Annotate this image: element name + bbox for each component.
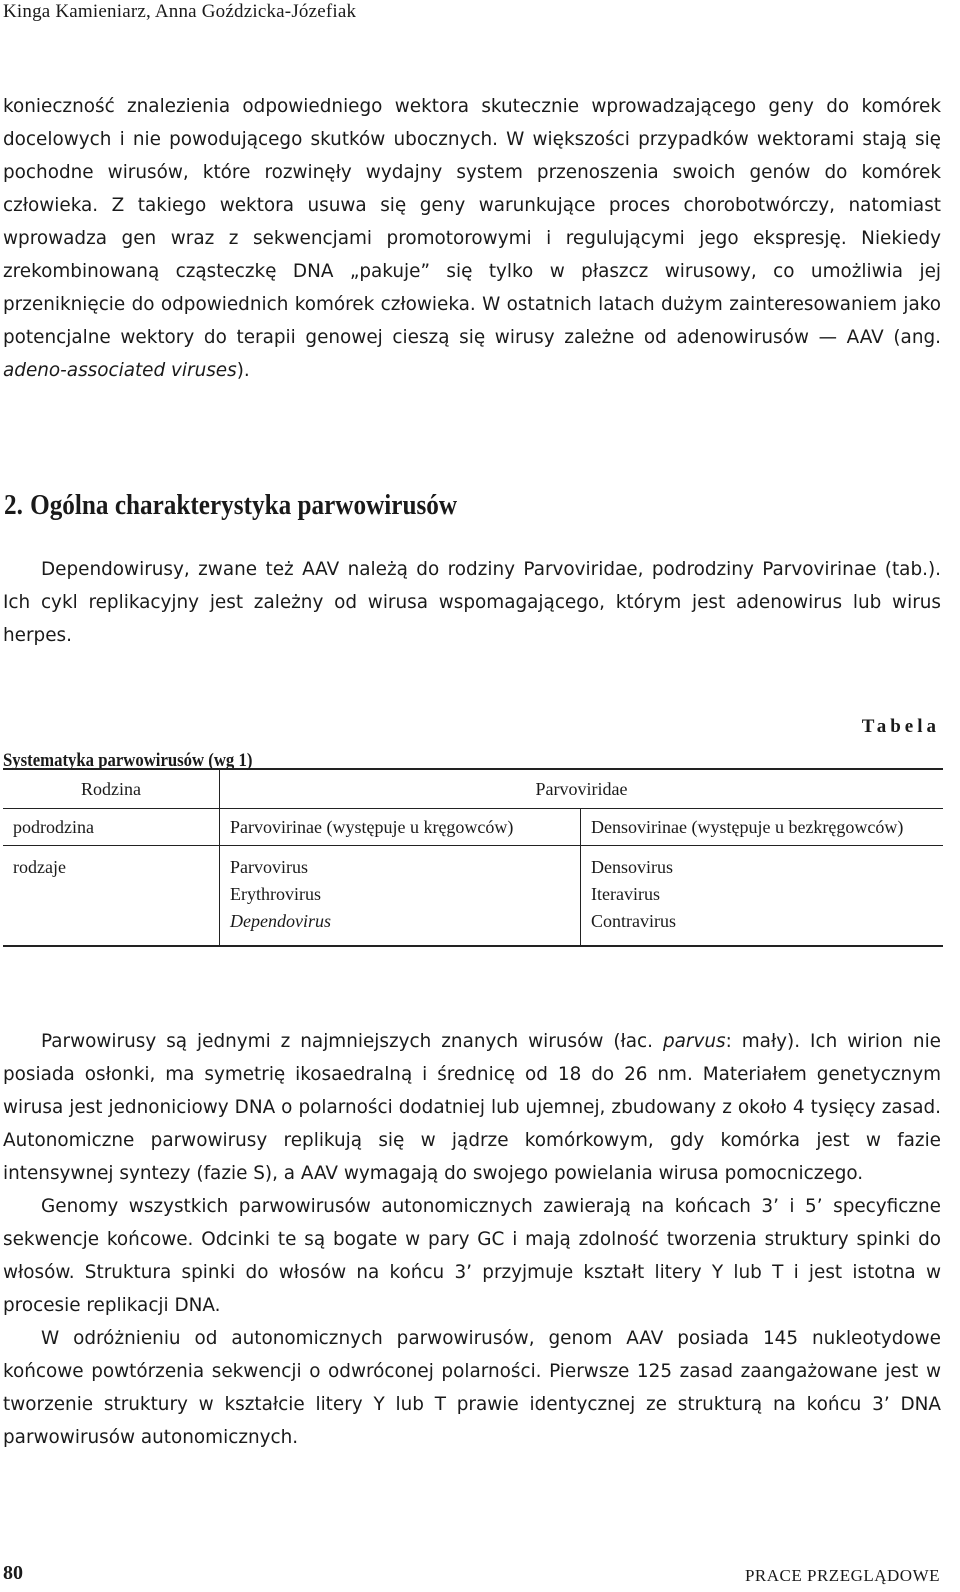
body-paragraph-2: Genomy wszystkich parwowirusów autonomicznych zawierają na końcach 3’ i 5’ specyficzne sekwencje końcowe. Odcinki te są bogate w pary GC i mają zdolność tworzenia struktury spinki do włosów. Struktura spinki do włosów na końcu 3’ przyjmuje kształt litery Y lub T i jest istotna w procesie replikacji DNA. <box>3 1196 941 1316</box>
table-caption: Systematyka parwowirusów (wg 1) <box>3 750 253 771</box>
genera-label-cell: rodzaje <box>3 846 220 947</box>
table-row-family <box>3 769 943 809</box>
body-text <box>3 1025 941 1454</box>
genus-iteravirus: Iteravirus <box>591 884 660 904</box>
subfamily-label-cell: podrodzina <box>3 809 220 846</box>
intro-paragraph <box>3 90 941 387</box>
body-p1-after: : mały). Ich wirion nie posiada osłonki, ma symetrię ikosaedralną i średnicę od 18 do 26 nm. Materiałem genetycznym wirusa jest jednoniciowy DNA o polarności dodatniej lub ujemnej, zbudowany z około 4 tysięcy zasad. Autonomiczne parwowirusy replikują się w jądrze komórkowym, gdy komórka jest w fazie intensywnej syntezy (fazie S), a AAV wymagają do swojego powielania wirusa pomocniczego. <box>3 1031 941 1184</box>
genera-parvovirinae-cell <box>220 846 581 947</box>
systematics-table <box>3 768 943 947</box>
subfamily-densovirinae-cell: Densovirinae (występuje u bezkręgowców) <box>581 809 944 846</box>
journal-section-name: PRACE PRZEGLĄDOWE <box>744 1566 940 1585</box>
genus-erythrovirus: Erythrovirus <box>230 884 321 904</box>
family-label-cell: Rodzina <box>3 769 220 809</box>
family-value-cell: Parvoviridae <box>220 769 944 809</box>
genus-parvovirus: Parvovirus <box>230 857 308 877</box>
genera-densovirinae-cell <box>581 846 944 947</box>
body-p1-italic: parvus <box>662 1031 726 1052</box>
running-head-authors: Kinga Kamieniarz, Anna Goździcka-Józefiak <box>3 1 357 22</box>
section-title: Ogólna charakterystyka parwowirusów <box>30 490 458 521</box>
intro-text: konieczność znalezienia odpowiedniego wektora skutecznie wprowadzającego geny do komórek docelowych i nie powodującego skutków ubocznych. W większości przypadków wektorami stają się pochodne wirusów, które rozwinęły wydajny system przenoszenia swoich genów do komórek człowieka. Z takiego wektora usuwa się geny warunkujące proces chorobotwórczy, natomiast wprowadza gen wraz z sekwencjami promotorowymi i regulującymi jego ekspresję. Niekiedy zrekombinowaną cząsteczkę DNA „pakuje” się tylko w płaszcz wirusowy, co umożliwia jej przeniknięcie do odpowiednich komórek człowieka. W ostatnich latach dużym zainteresowaniem jako potencjalne wektory do terapii genowej cieszą się wirusy zależne od adenowirusów — AAV (ang. <box>3 96 941 348</box>
intro-italic-term: adeno-associated viruses <box>3 360 237 381</box>
table-row-genera <box>3 846 943 947</box>
body-paragraph-3: W odróżnieniu od autonomicznych parwowirusów, genom AAV posiada 145 nukleotydowe końcowe powtórzenia sekwencji o odwróconej polarności. Pierwsze 125 zasad zaangażowane jest w tworzenie struktury w kształcie litery Y lub T prawie identycznej ze strukturą na końcu 3’ DNA parwowirusów autonomicznych. <box>3 1328 941 1448</box>
genus-densovirus: Densovirus <box>591 857 673 877</box>
genus-contravirus: Contravirus <box>591 911 676 931</box>
section-number: 2. <box>4 490 23 521</box>
genus-dependovirus: Dependovirus <box>230 911 331 931</box>
table-row-subfamily <box>3 809 943 846</box>
section-heading <box>4 488 457 524</box>
page-number: 80 <box>3 1562 23 1584</box>
body-p1-before: Parwowirusy są jednymi z najmniejszych znanych wirusów (łac. <box>41 1031 663 1052</box>
intro-tail: ). <box>236 360 250 381</box>
table-label: Tabela <box>861 716 940 737</box>
subfamily-parvovirinae-cell: Parvovirinae (występuje u kręgowców) <box>220 809 581 846</box>
body-paragraph-1 <box>3 1025 941 1190</box>
section-paragraph <box>3 553 941 652</box>
section-paragraph-text: Dependowirusy, zwane też AAV należą do rodziny Parvoviridae, podrodziny Parvovirinae (tab.). Ich cykl replikacyjny jest zależny od wirusa wspomagającego, którym jest adenowirus lub wirus herpes. <box>3 559 941 646</box>
